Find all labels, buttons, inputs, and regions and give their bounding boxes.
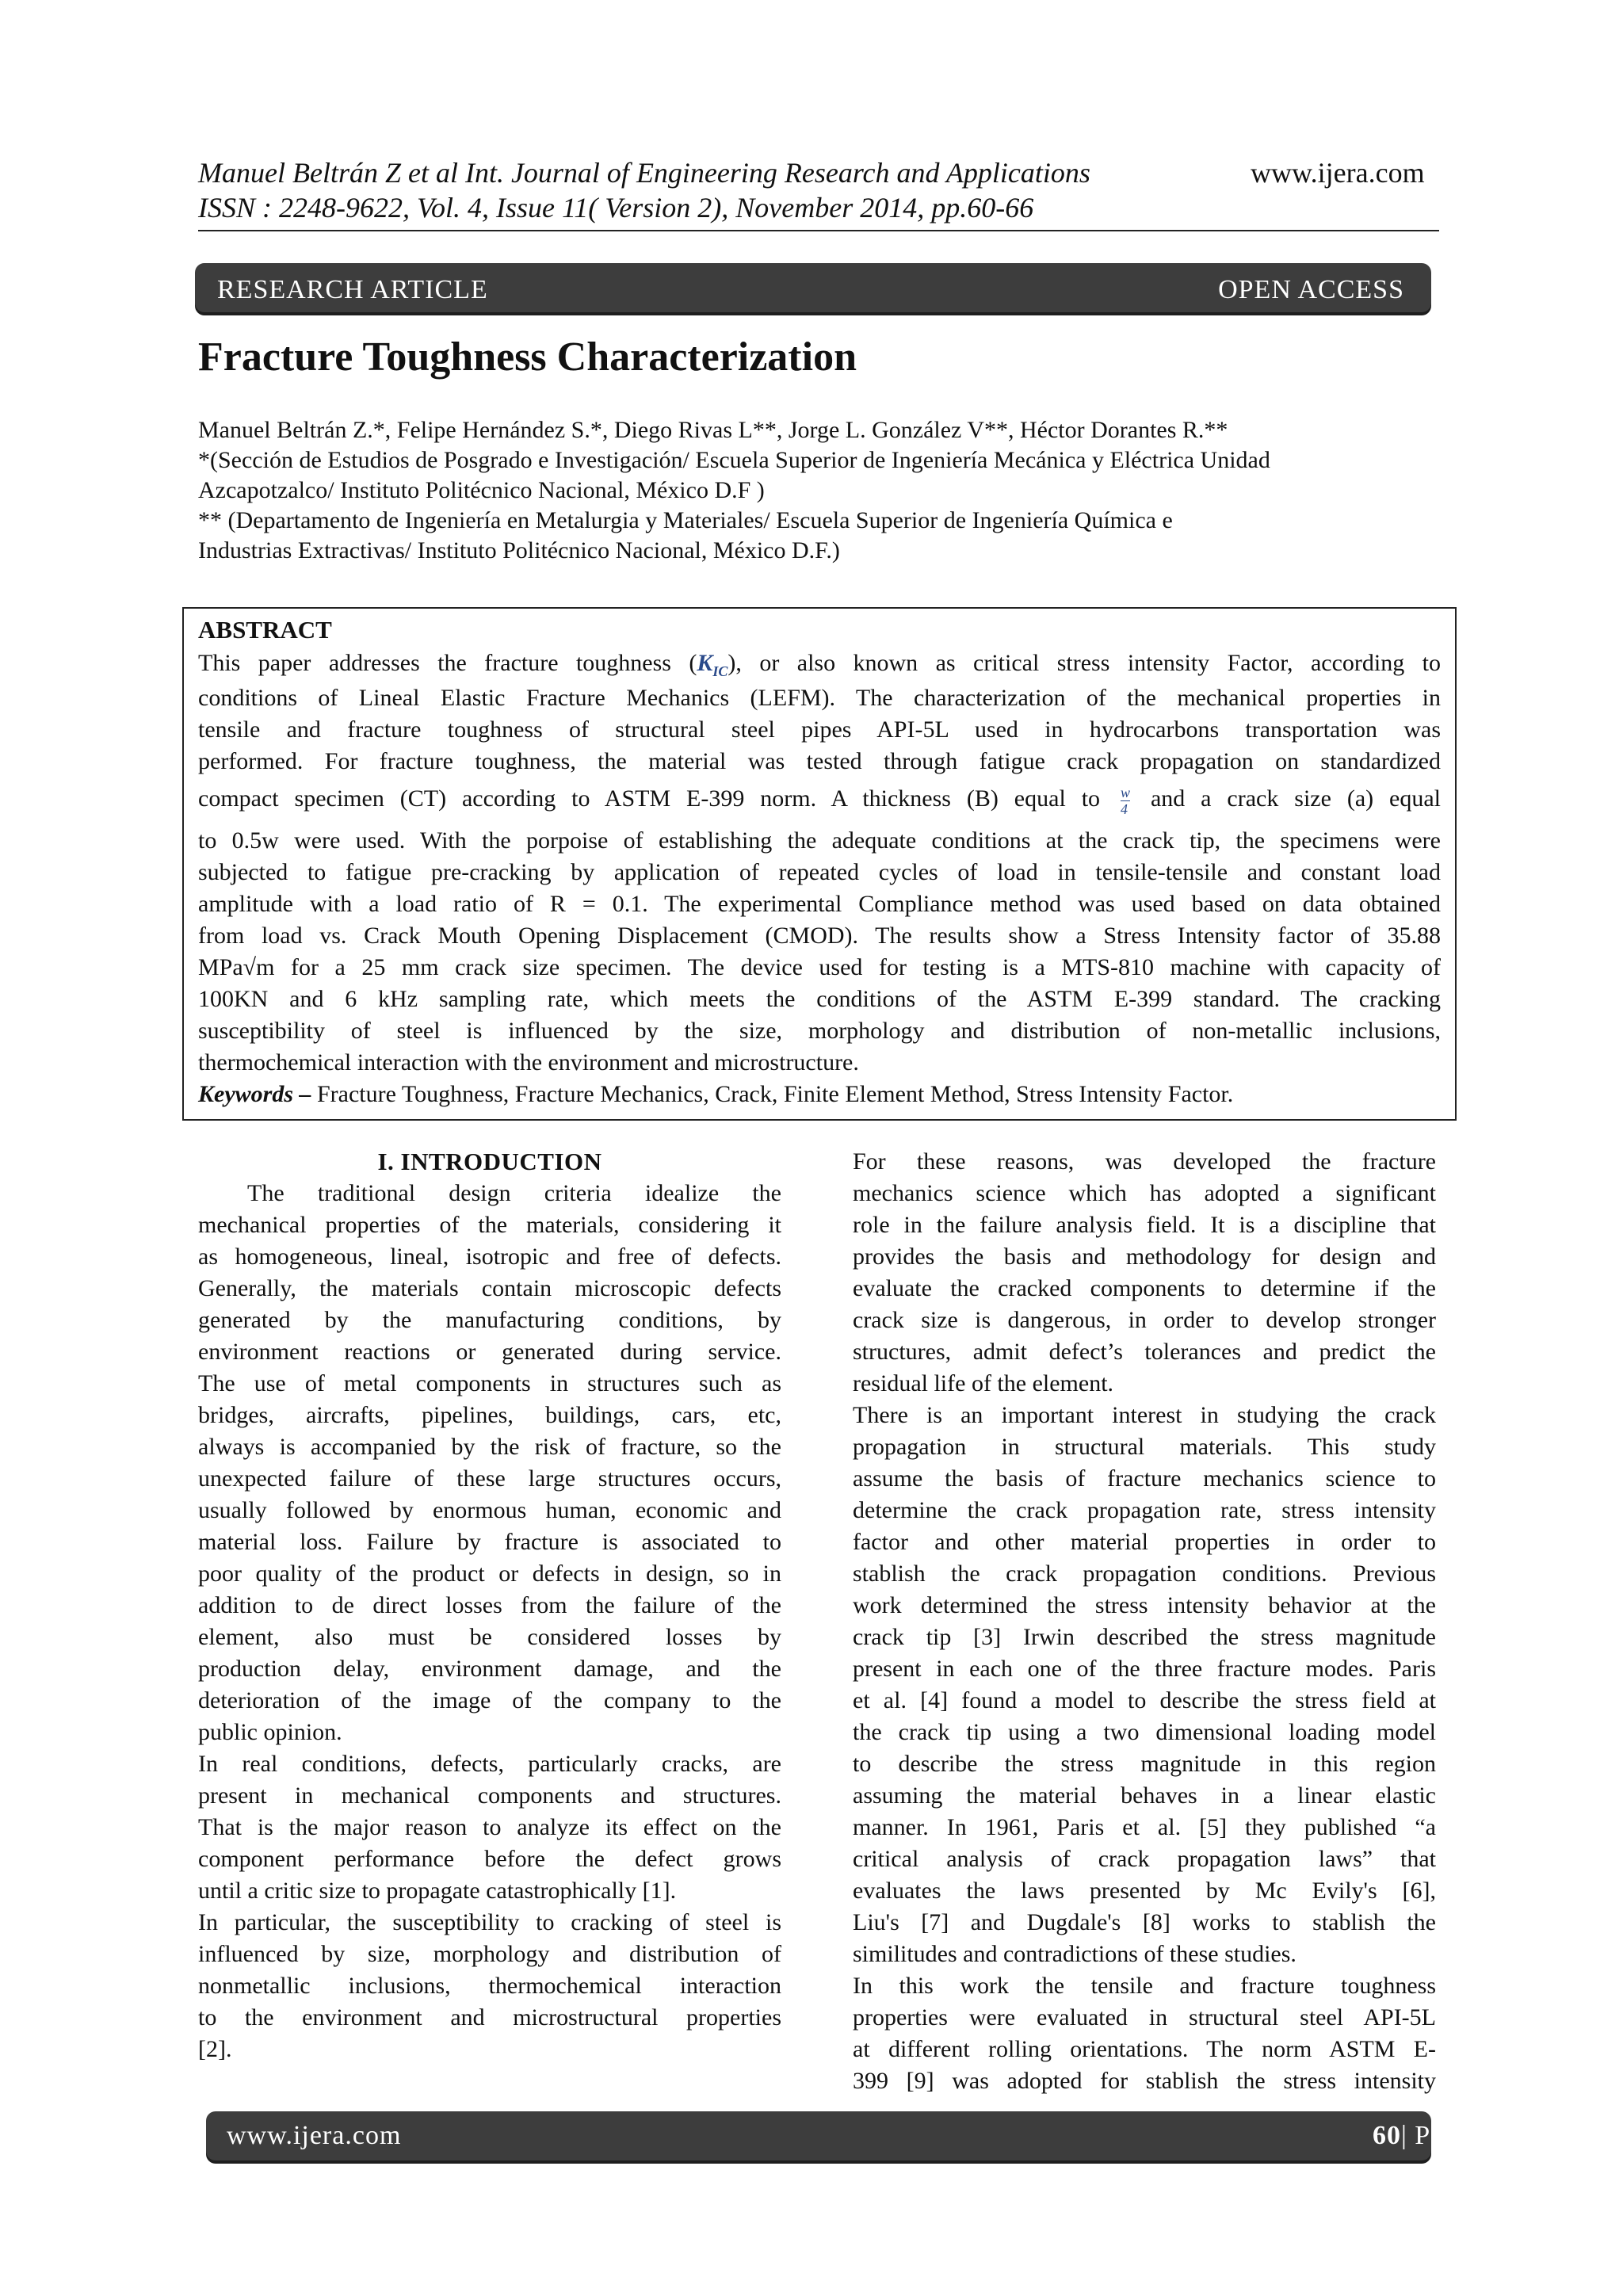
body-line: propagation in structural materials. This study bbox=[853, 1434, 1436, 1460]
abstract-line: thermochemical interaction with the environment and microstructure. bbox=[198, 1049, 859, 1075]
body-line: Liu's [7] and Dugdale's [8] works to stablish the bbox=[853, 1909, 1436, 1935]
intro-line: until a critic size to propagate catastrophically [1]. bbox=[198, 1878, 677, 1904]
intro-line: poor quality of the product or defects in design, so in bbox=[198, 1561, 781, 1587]
journal-website[interactable]: www.ijera.com bbox=[1251, 157, 1425, 189]
paper-title: Fracture Toughness Characterization bbox=[198, 334, 857, 380]
abstract-line-1 bbox=[198, 648, 1441, 687]
abstract-line: amplitude with a load ratio of R = 0.1. The experimental Compliance method was used based on data obtained bbox=[198, 891, 1441, 917]
author-list: Manuel Beltrán Z.*, Felipe Hernández S.*, Diego Rivas L**, Jorge L. González V**, Héctor Dorantes R.** bbox=[198, 417, 1228, 443]
body-line: critical analysis of crack propagation laws” that bbox=[853, 1846, 1436, 1872]
body-line: work determined the stress intensity behavior at the bbox=[853, 1592, 1436, 1618]
body-line: the crack tip using a two dimensional loading model bbox=[853, 1719, 1436, 1745]
intro-line: The use of metal components in structures such as bbox=[198, 1370, 781, 1396]
fraction-w-over-4 bbox=[1121, 785, 1130, 817]
body-line: 399 [9] was adopted for stablish the stress intensity bbox=[853, 2068, 1436, 2094]
research-article-label: RESEARCH ARTICLE bbox=[217, 275, 488, 304]
body-line: present in each one of the three fracture modes. Paris bbox=[853, 1656, 1436, 1682]
abstract-text: and a crack size (a) equal bbox=[1150, 785, 1442, 812]
intro-line: addition to de direct losses from the failure of the bbox=[198, 1592, 781, 1618]
body-line: evaluate the cracked components to determine if the bbox=[853, 1275, 1436, 1301]
intro-line: [2]. bbox=[198, 2036, 232, 2062]
intro-line: as homogeneous, lineal, isotropic and free of defects. bbox=[198, 1244, 781, 1270]
keywords-line bbox=[198, 1079, 1441, 1110]
abstract-line: tensile and fracture toughness of structural steel pipes API-5L used in hydrocarbons transportation was bbox=[198, 716, 1441, 743]
body-line: provides the basis and methodology for design and bbox=[853, 1244, 1436, 1270]
body-line: determine the crack propagation rate, stress intensity bbox=[853, 1497, 1436, 1523]
page-suffix: | P a g e bbox=[1401, 2121, 1492, 2150]
abstract-line: susceptibility of steel is influenced by the size, morphology and distribution of non-metallic inclusions, bbox=[198, 1018, 1441, 1044]
intro-line: nonmetallic inclusions, thermochemical interaction bbox=[198, 1973, 781, 1999]
body-line: crack tip [3] Irwin described the stress magnitude bbox=[853, 1624, 1436, 1650]
fraction-numerator: w bbox=[1120, 784, 1130, 800]
body-line: stablish the crack propagation conditions. Previous bbox=[853, 1561, 1436, 1587]
abstract-line: MPa√m for a 25 mm crack size specimen. The device used for testing is a MTS-810 machine with capacity of bbox=[198, 954, 1441, 980]
intro-line: production delay, environment damage, and the bbox=[198, 1656, 781, 1682]
intro-line: component performance before the defect grows bbox=[198, 1846, 781, 1872]
abstract-line: 100KN and 6 kHz sampling rate, which meets the conditions of the ASTM E-399 standard. The cracking bbox=[198, 986, 1441, 1012]
body-line: For these reasons, was developed the fracture bbox=[853, 1148, 1436, 1175]
article-type-banner bbox=[195, 263, 1431, 312]
right-column bbox=[853, 1146, 1436, 2097]
body-line: factor and other material properties in order to bbox=[853, 1529, 1436, 1555]
keywords-label: Keywords – bbox=[198, 1081, 311, 1107]
body-line: crack size is dangerous, in order to develop stronger bbox=[853, 1307, 1436, 1333]
body-line: at different rolling orientations. The norm ASTM E- bbox=[853, 2036, 1436, 2062]
intro-line: generated by the manufacturing conditions, by bbox=[198, 1307, 781, 1333]
intro-line: present in mechanical components and structures. bbox=[198, 1782, 781, 1809]
body-line: In this work the tensile and fracture toughness bbox=[853, 1973, 1436, 1999]
abstract-heading: ABSTRACT bbox=[198, 616, 332, 644]
abstract-text: compact specimen (CT) according to ASTM E-399 norm. A thickness (B) equal to bbox=[198, 785, 1101, 812]
keywords-list: Fracture Toughness, Fracture Mechanics, Crack, Finite Element Method, Stress Intensity Factor. bbox=[311, 1081, 1234, 1107]
open-access-label: OPEN ACCESS bbox=[1218, 275, 1404, 304]
issn-line: ISSN : 2248-9622, Vol. 4, Issue 11( Version 2), November 2014, pp.60-66 bbox=[198, 192, 1034, 223]
journal-citation: Manuel Beltrán Z et al Int. Journal of Engineering Research and Applications bbox=[198, 157, 1090, 189]
body-line: There is an important interest in studying the crack bbox=[853, 1402, 1436, 1428]
intro-line: to the environment and microstructural properties bbox=[198, 2004, 781, 2030]
body-line: similitudes and contradictions of these studies. bbox=[853, 1941, 1296, 1967]
body-line: manner. In 1961, Paris et al. [5] they published “a bbox=[853, 1814, 1436, 1840]
intro-line: influenced by size, morphology and distribution of bbox=[198, 1941, 781, 1967]
intro-line: bridges, aircrafts, pipelines, buildings, cars, etc, bbox=[198, 1402, 781, 1428]
body-line: to describe the stress magnitude in this region bbox=[853, 1751, 1436, 1777]
header-rule bbox=[198, 230, 1439, 231]
body-line: assuming the material behaves in a linear elastic bbox=[853, 1782, 1436, 1809]
body-line: assume the basis of fracture mechanics science to bbox=[853, 1465, 1436, 1492]
intro-line: environment reactions or generated during service. bbox=[198, 1339, 781, 1365]
fraction-denominator: 4 bbox=[1120, 800, 1128, 817]
kic-subscript: IC bbox=[712, 663, 728, 679]
body-line: role in the failure analysis field. It is a discipline that bbox=[853, 1212, 1436, 1238]
body-line: mechanics science which has adopted a significant bbox=[853, 1180, 1436, 1206]
abstract-text: This paper addresses the fracture toughness ( bbox=[198, 650, 697, 676]
abstract-line: subjected to fatigue pre-cracking by application of repeated cycles of load in tensile-tensile and constant load bbox=[198, 859, 1441, 885]
intro-line: element, also must be considered losses by bbox=[198, 1624, 781, 1650]
intro-line: public opinion. bbox=[198, 1719, 342, 1745]
intro-line: material loss. Failure by fracture is associated to bbox=[198, 1529, 781, 1555]
abstract-line: from load vs. Crack Mouth Opening Displacement (CMOD). The results show a Stress Intensity factor of 35.88 bbox=[198, 923, 1441, 949]
abstract-text: ), or also known as critical stress intensity Factor, according to bbox=[727, 650, 1441, 676]
intro-line: In particular, the susceptibility to cracking of steel is bbox=[198, 1909, 781, 1935]
affiliation-1a: *(Sección de Estudios de Posgrado e Investigación/ Escuela Superior de Ingeniería Mecánica y Eléctrica Unidad bbox=[198, 447, 1270, 473]
body-line: properties were evaluated in structural steel API-5L bbox=[853, 2004, 1436, 2030]
affiliation-2b: Industrias Extractivas/ Instituto Politécnico Nacional, México D.F.) bbox=[198, 537, 840, 563]
intro-line: Generally, the materials contain microscopic defects bbox=[198, 1275, 781, 1301]
body-line: et al. [4] found a model to describe the stress field at bbox=[853, 1687, 1436, 1713]
page-number: 60 bbox=[1373, 2121, 1401, 2150]
left-column bbox=[198, 1146, 781, 2065]
body-line: evaluates the laws presented by Mc Evily's [6], bbox=[853, 1878, 1436, 1904]
intro-line: That is the major reason to analyze its effect on the bbox=[198, 1814, 781, 1840]
body-line: residual life of the element. bbox=[853, 1370, 1114, 1396]
abstract-line-5 bbox=[198, 783, 1441, 817]
body-line: structures, admit defect’s tolerances and predict the bbox=[853, 1339, 1436, 1365]
intro-line: always is accompanied by the risk of fracture, so the bbox=[198, 1434, 781, 1460]
footer-website[interactable]: www.ijera.com bbox=[227, 2121, 402, 2150]
intro-line: deterioration of the image of the company to the bbox=[198, 1687, 781, 1713]
kic-symbol bbox=[697, 650, 728, 679]
affiliation-1b: Azcapotzalco/ Instituto Politécnico Nacional, México D.F ) bbox=[198, 477, 765, 503]
abstract-line: performed. For fracture toughness, the material was tested through fatigue crack propagation on standardized bbox=[198, 748, 1441, 774]
intro-line: mechanical properties of the materials, considering it bbox=[198, 1212, 781, 1238]
page-number-label bbox=[1373, 2120, 1492, 2152]
intro-line: usually followed by enormous human, economic and bbox=[198, 1497, 781, 1523]
abstract-line: conditions of Lineal Elastic Fracture Mechanics (LEFM). The characterization of the mechanical properties in bbox=[198, 685, 1441, 711]
abstract-line: to 0.5w were used. With the porpoise of establishing the adequate conditions at the crack tip, the specimens were bbox=[198, 827, 1441, 854]
intro-line: In real conditions, defects, particularly cracks, are bbox=[198, 1751, 781, 1777]
intro-line: unexpected failure of these large structures occurs, bbox=[198, 1465, 781, 1492]
footer-banner bbox=[206, 2111, 1492, 2160]
section-title-introduction: I. INTRODUCTION bbox=[377, 1148, 602, 1175]
affiliation-2a: ** (Departamento de Ingeniería en Metalurgia y Materiales/ Escuela Superior de Ingeniería Química e bbox=[198, 507, 1173, 533]
intro-line: The traditional design criteria idealize the bbox=[247, 1180, 781, 1206]
kic-letter: K bbox=[697, 650, 713, 676]
